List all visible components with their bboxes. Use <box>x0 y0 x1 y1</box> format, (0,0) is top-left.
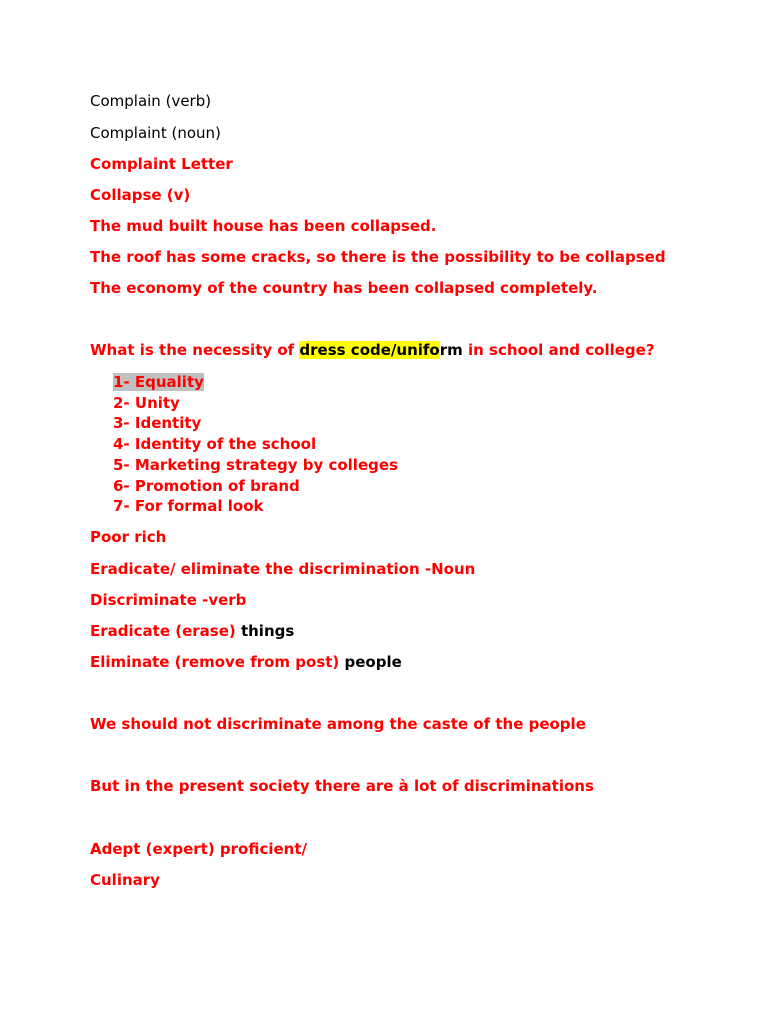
line-culinary: Culinary <box>90 871 160 889</box>
line-collapse-v: Collapse (v) <box>90 186 191 204</box>
question-highlight: dress code/unifo <box>299 341 440 359</box>
list-item: 2- Unity <box>113 393 180 412</box>
list-item: 4- Identity of the school <box>113 435 317 454</box>
eliminate-remove-red: Eliminate (remove from post) <box>90 653 345 671</box>
line-complain-verb: Complain (verb) <box>90 92 212 110</box>
question-rm: rm <box>439 341 463 359</box>
question-suffix: in school and college? <box>462 341 655 359</box>
eradicate-erase-red: Eradicate (erase) <box>90 622 241 640</box>
list-item: 7- For formal look <box>113 497 264 516</box>
list-item: 3- Identity <box>113 414 202 433</box>
line-eliminate-remove <box>90 652 402 672</box>
question-line <box>90 340 655 360</box>
list-item: 6- Promotion of brand <box>113 476 300 495</box>
list-item: 5- Marketing strategy by colleges <box>113 455 398 474</box>
eradicate-erase-black: things <box>240 622 295 640</box>
line-present-society: But in the present society there are à lot of discriminations <box>90 777 594 795</box>
line-caste: We should not discriminate among the caste of the people <box>90 715 586 733</box>
line-roof-cracks: The roof has some cracks, so there is the possibility to be collapsed <box>90 248 666 266</box>
line-mud-house: The mud built house has been collapsed. <box>90 217 437 235</box>
necessity-list <box>113 372 398 517</box>
eliminate-remove-black: people <box>344 653 402 671</box>
line-eradicate-erase <box>90 621 294 641</box>
line-complaint-letter: Complaint Letter <box>90 155 233 173</box>
line-adept: Adept (expert) proficient/ <box>90 840 308 858</box>
line-eradicate-eliminate: Eradicate/ eliminate the discrimination -Noun <box>90 560 476 578</box>
line-complaint-noun: Complaint (noun) <box>90 124 221 142</box>
list-item <box>113 372 398 393</box>
question-prefix: What is the necessity of <box>90 341 300 359</box>
line-economy: The economy of the country has been collapsed completely. <box>90 279 598 297</box>
line-discriminate-verb: Discriminate -verb <box>90 591 247 609</box>
line-poor-rich: Poor rich <box>90 528 167 546</box>
list-item-equality: 1- Equality <box>113 373 204 391</box>
